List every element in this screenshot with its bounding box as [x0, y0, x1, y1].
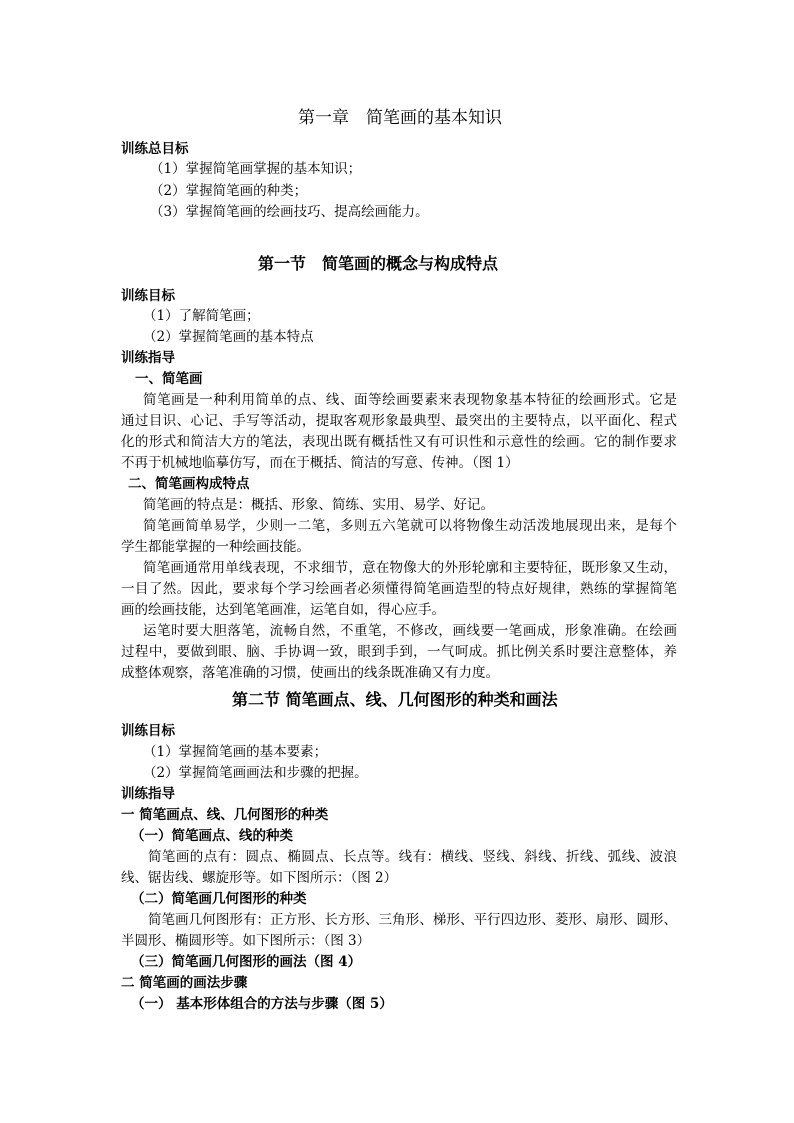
paragraph-line: 一目了然。因此，要求每个学习绘画者必须懂得简笔画造型的特点好规律，熟练的掌握简笔 — [121, 581, 677, 597]
paragraph-line: 半圆形、椭圆形等。如下图所示：（图 3） — [121, 933, 371, 949]
section1-goals-heading: 训练目标 — [121, 288, 175, 304]
section1-goal-item: （1）了解简笔画； — [143, 308, 260, 324]
paragraph-line: 不再于机械地临摹仿写，而在于概括、简洁的写意、传神。（图 1） — [121, 455, 519, 471]
section1-guide-heading: 训练指导 — [121, 350, 175, 366]
section2-heading-1-3: （三）简笔画几何图形的画法（图 4） — [131, 954, 362, 970]
total-goal-item: （3）掌握简笔画的绘画技巧、提高绘画能力。 — [150, 204, 429, 220]
section2-heading-1-2: （二）简笔画几何图形的种类 — [131, 891, 307, 907]
section2-title: 第二节 简笔画点、线、几何图形的种类和画法 — [232, 690, 558, 709]
paragraph-line: 简笔画的特点是：概括、形象、简练、实用、易学、好记。 — [143, 497, 494, 513]
paragraph-line: 化的形式和简洁大方的笔法，表现出既有概括性又有可识性和示意性的绘画。它的制作要求 — [121, 434, 677, 450]
paragraph-line: 过程中，要做到眼、脑、手协调一致，眼到手到，一气呵成。抓比例关系时要注意整体，养 — [121, 644, 677, 660]
section2-goals-heading: 训练目标 — [121, 723, 175, 739]
section2-heading-1: 一 简笔画点、线、几何图形的种类 — [121, 807, 329, 823]
paragraph-line: 通过目识、心记、手写等活动，提取客观形象最典型、最突出的主要特点，以平面化、程式 — [121, 413, 677, 429]
paragraph-line: 简笔画是一种利用简单的点、线、面等绘画要素来表现物象基本特征的绘画形式。它是 — [143, 392, 677, 408]
paragraph-line: 线、锯齿线、螺旋形等。如下图所示：（图 2） — [121, 870, 398, 886]
total-goal-item: （2）掌握简笔画的种类； — [150, 183, 308, 199]
total-goals-heading: 训练总目标 — [121, 141, 189, 157]
section2-guide-heading: 训练指导 — [121, 786, 175, 802]
section2-goal-item: （1）掌握简笔画的基本要素； — [143, 744, 328, 760]
section1-goal-item: （2）掌握简笔画的基本特点 — [143, 329, 314, 345]
section2-heading-2: 二 简笔画的画法步骤 — [121, 975, 248, 991]
paragraph-line: 画的绘画技能，达到笔笔画准，运笔自如，得心应手。 — [121, 602, 445, 618]
section2-heading-1-1: （一）简笔画点、线的种类 — [131, 828, 293, 844]
paragraph-line: 简笔画通常用单线表现，不求细节，意在物像大的外形轮廓和主要特征，既形象又生动， — [143, 560, 677, 576]
chapter-title: 第一章 简笔画的基本知识 — [298, 108, 502, 128]
paragraph-line: 简笔画的点有：圆点、椭圆点、长点等。线有：横线、竖线、斜线、折线、弧线、波浪 — [148, 849, 677, 865]
section1-title: 第一节 简笔画的概念与构成特点 — [258, 254, 499, 273]
paragraph-line: 简笔画几何图形有：正方形、长方形、三角形、梯形、平行四边形、菱形、扇形、圆形、 — [148, 912, 677, 928]
paragraph-line: 运笔时要大胆落笔，流畅自然，不重笔，不修改，画线要一笔画成，形象准确。在绘画 — [143, 623, 677, 639]
total-goal-item: （1）掌握简笔画掌握的基本知识； — [150, 161, 362, 177]
section1-sub2-heading: 二、简笔画构成特点 — [128, 476, 250, 492]
section1-sub1-heading: 一、简笔画 — [135, 371, 203, 387]
section2-heading-2-1: （一） 基本形体组合的方法与步骤（图 5） — [131, 996, 393, 1012]
paragraph-line: 简笔画简单易学，少则一二笔，多则五六笔就可以将物像生动活泼地展现出来，是每个 — [143, 518, 677, 534]
paragraph-line: 成整体观察，落笔准确的习惯，使画出的线条既准确又有力度。 — [121, 665, 499, 681]
paragraph-line: 学生都能掌握的一种绘画技能。 — [121, 539, 310, 555]
section2-goal-item: （2）掌握简笔画画法和步骤的把握。 — [143, 765, 368, 781]
